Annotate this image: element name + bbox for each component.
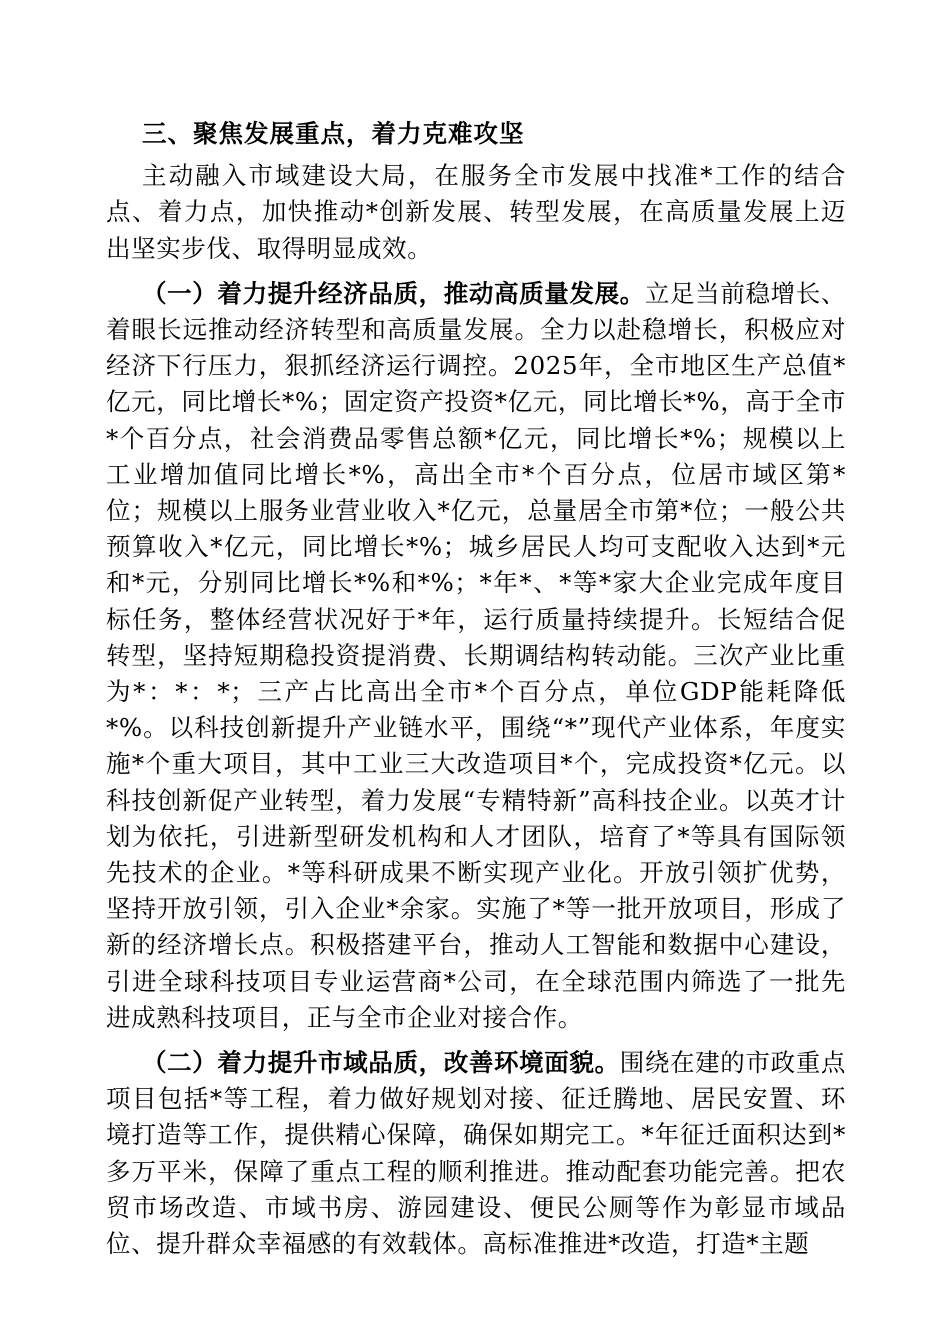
item-1-body: 立足当前稳增长、着眼长远推动经济转型和高质量发展。全力以赴稳增长，积极应对经济下行压力，狠抓经济运行调控。2025年，全市地区生产总值*亿元，同比增长*%；固定资产投资*亿元，同比增长*%，高于全市*个百分点，社会消费品零售总额*亿元，同比增长*%；规模以上工业增加值同比增长*%，高出全市*个百分点，位居市域区第*位；规模以上服务业营业收入*亿元，总量居全市第*位；一般公共预算收入*亿元，同比增长*%；城乡居民人均可支配收入达到*元和*元，分别同比增长*%和*%；*年*、*等*家大企业完成年度目标任务，整体经营状况好于*年，运行质量持续提升。长短结合促转型，坚持短期稳投资提消费、长期调结构转动能。三次产业比重为*：*：*；三产占比高出全市*个百分点，单位GDP能耗降低*%。以科技创新提升产业链水平，围绕“*”现代产业体系，年度实施*个重大项目，其中工业三大改造项目*个，完成投资*亿元。以科技创新促产业转型，着力发展“专精特新”高科技企业。以英才计划为依托，引进新型研发机构和人才团队，培育了*等具有国际领先技术的企业。*等科研成果不断实现产业化。开放引领扩优势，坚持开放引领，引入企业*余家。实施了*等一批开放项目，形成了新的经济增长点。积极搭建平台，推动人工智能和数据中心建设，引进全球科技项目专业运营商*公司，在全球范围内筛选了一批先进成熟科技项目，正与全市企业对接合作。	[106, 278, 846, 1032]
item-2-paragraph	[106, 1045, 846, 1262]
document-body	[106, 116, 846, 1271]
intro-paragraph	[106, 158, 846, 267]
item-1-title: （一）着力提升经济品质，推动高质量发展。	[142, 278, 645, 308]
section-heading: 三、聚焦发展重点，着力克难攻坚	[142, 119, 525, 148]
intro-text: 主动融入市域建设大局，在服务全市发展中找准*工作的结合点、着力点，加快推动*创新发展、转型发展，在高质量发展上迈出坚实步伐、取得明显成效。	[106, 161, 846, 263]
item-2-body: 围绕在建的市政重点项目包括*等工程，着力做好规划对接、征迁腾地、居民安置、环境打造等工作，提供精心保障，确保如期完工。*年征迁面积达到*多万平米，保障了重点工程的顺利推进。推动配套功能完善。把农贸市场改造、市域书房、游园建设、便民公厕等作为彰显市域品位、提升群众幸福感的有效载体。高标准推进*改造，打造*主题	[106, 1048, 846, 1259]
item-2-title: （二）着力提升市域品质，改善环境面貌。	[142, 1048, 620, 1078]
item-1-paragraph	[106, 276, 846, 1036]
